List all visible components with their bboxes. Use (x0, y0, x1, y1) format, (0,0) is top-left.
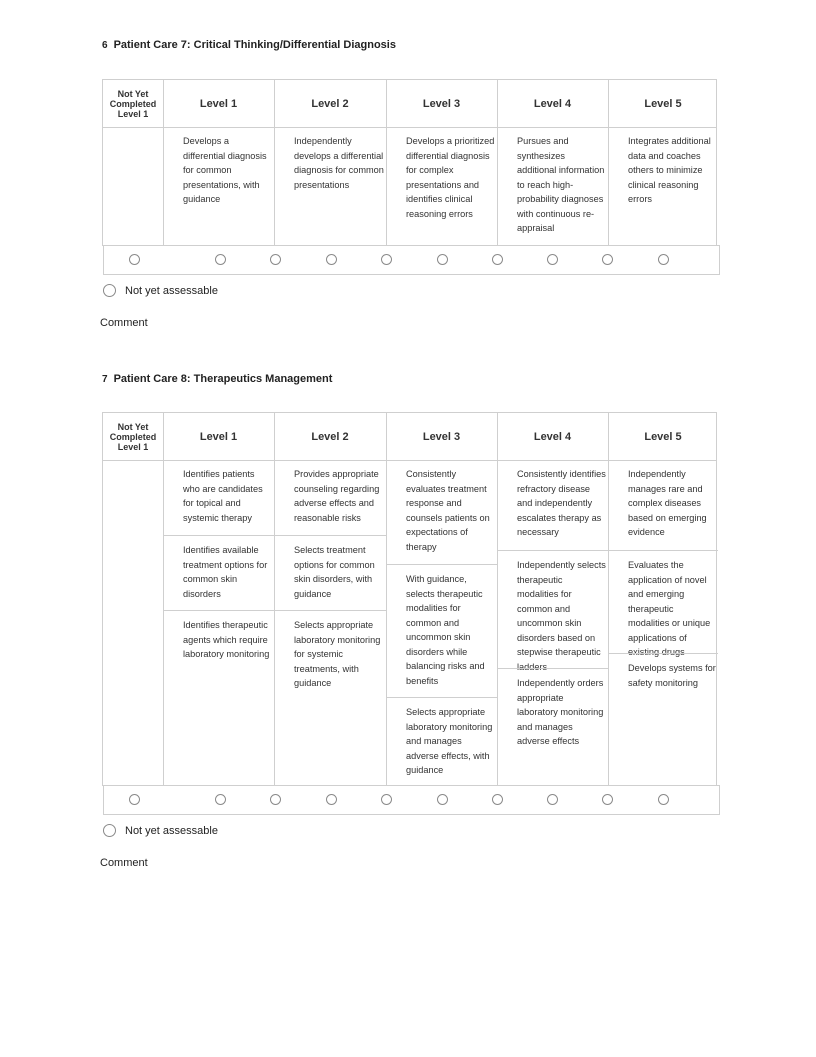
radio-level-1-5[interactable] (270, 794, 281, 805)
header-level-4: Level 4 (533, 430, 572, 443)
milestone-cell-l5: Integrates additional data and coaches others to minimize clinical reasoning errors (628, 136, 711, 204)
question-title-text: Patient Care 8: Therapeutics Management (113, 373, 333, 385)
milestone-grid-pc8 (102, 412, 717, 786)
not-yet-assessable-label: Not yet assessable (125, 824, 218, 837)
milestone-grid-pc7 (102, 79, 717, 246)
milestone-cell-l5: Develops systems for safety monitoring (609, 653, 718, 690)
radio-not-yet-completed[interactable] (129, 794, 140, 805)
radio-level-2[interactable] (326, 794, 337, 805)
grid-header (103, 80, 716, 128)
milestone-cell-l3: With guidance, selects therapeutic modalities for common and uncommon skin disorders while balancing risks and benefits (387, 564, 497, 688)
radio-level-4[interactable] (547, 254, 558, 265)
header-level-5: Level 5 (644, 430, 682, 443)
header-not-yet-completed: Not Yet Completed Level 1 (109, 88, 157, 119)
comment-label: Comment (100, 317, 148, 329)
rating-radio-row (103, 245, 720, 275)
radio-level-3-5[interactable] (492, 254, 503, 265)
milestone-cell-l1: Identifies therapeutic agents which require laboratory monitoring (164, 610, 274, 662)
milestone-cell-l4: Independently orders appropriate laboratory monitoring and manages adverse effects (498, 668, 608, 749)
comment-label: Comment (100, 857, 148, 869)
milestone-cell-l1: Identifies available treatment options for common skin disorders (164, 535, 274, 601)
header-level-5: Level 5 (644, 97, 682, 110)
header-level-2: Level 2 (311, 97, 349, 110)
header-level-3: Level 3 (422, 430, 461, 443)
radio-not-yet-assessable[interactable] (103, 824, 116, 837)
milestone-cell-l4: Pursues and synthesizes additional information to reach high-probability diagnoses with continuous re-appraisal (517, 136, 605, 233)
milestone-cell-l5: Evaluates the application of novel and emerging therapeutic modalities or unique applications of existing drugs (609, 550, 718, 660)
radio-level-5[interactable] (658, 254, 669, 265)
radio-level-4-5[interactable] (602, 794, 613, 805)
radio-level-1-5[interactable] (270, 254, 281, 265)
milestone-cell-l2: Selects appropriate laboratory monitoring for systemic treatments, with guidance (275, 610, 386, 691)
milestone-cell-l1: Identifies patients who are candidates for topical and systemic therapy (183, 469, 263, 523)
not-yet-assessable-label: Not yet assessable (125, 284, 218, 297)
radio-level-2-5[interactable] (381, 254, 392, 265)
radio-level-2[interactable] (326, 254, 337, 265)
radio-level-3-5[interactable] (492, 794, 503, 805)
header-level-3: Level 3 (422, 97, 461, 110)
header-level-1: Level 1 (199, 97, 238, 110)
radio-level-1[interactable] (215, 254, 226, 265)
header-level-4: Level 4 (533, 97, 572, 110)
question-number: 6 (102, 40, 108, 51)
milestone-cell-l4: Independently selects therapeutic modalities for common and uncommon skin disorders based on stepwise therapeutic ladders (498, 550, 608, 674)
milestone-cell-l1: Develops a differential diagnosis for common presentations, with guidance (183, 136, 267, 204)
question-7-title (102, 373, 332, 385)
grid-header (103, 413, 716, 461)
milestone-cell-l2: Provides appropriate counseling regarding adverse effects and reasonable risks (294, 469, 380, 523)
radio-level-2-5[interactable] (381, 794, 392, 805)
header-level-1: Level 1 (199, 430, 238, 443)
milestone-cell-l2: Independently develops a differential diagnosis for common presentations (294, 136, 384, 190)
milestone-cell-l3: Consistently evaluates treatment response and counsels patients on expectations of therapy (406, 469, 490, 552)
radio-level-3[interactable] (437, 794, 448, 805)
question-number: 7 (102, 374, 108, 385)
radio-level-3[interactable] (437, 254, 448, 265)
header-not-yet-completed: Not Yet Completed Level 1 (109, 421, 157, 452)
radio-level-5[interactable] (658, 794, 669, 805)
milestone-cell-l4: Consistently identifies refractory disease and independently escalates therapy as necessary (517, 469, 606, 537)
radio-level-4-5[interactable] (602, 254, 613, 265)
radio-level-4[interactable] (547, 794, 558, 805)
milestone-cell-l5: Independently manages rare and complex diseases based on emerging evidence (628, 469, 707, 537)
not-yet-assessable-option[interactable] (103, 284, 218, 297)
milestone-cell-l3: Selects appropriate laboratory monitoring and manages adverse effects, with guidance (387, 697, 497, 778)
question-6-title (102, 39, 396, 51)
header-level-2: Level 2 (311, 430, 349, 443)
rating-radio-row (103, 785, 720, 815)
not-yet-assessable-option[interactable] (103, 824, 218, 837)
radio-level-1[interactable] (215, 794, 226, 805)
question-title-text: Patient Care 7: Critical Thinking/Differential Diagnosis (113, 39, 396, 51)
milestone-cell-l3: Develops a prioritized differential diagnosis for complex presentations and identifies clinical reasoning errors (406, 136, 495, 219)
radio-not-yet-completed[interactable] (129, 254, 140, 265)
radio-not-yet-assessable[interactable] (103, 284, 116, 297)
milestone-cell-l2: Selects treatment options for common skin disorders, with guidance (275, 535, 386, 601)
